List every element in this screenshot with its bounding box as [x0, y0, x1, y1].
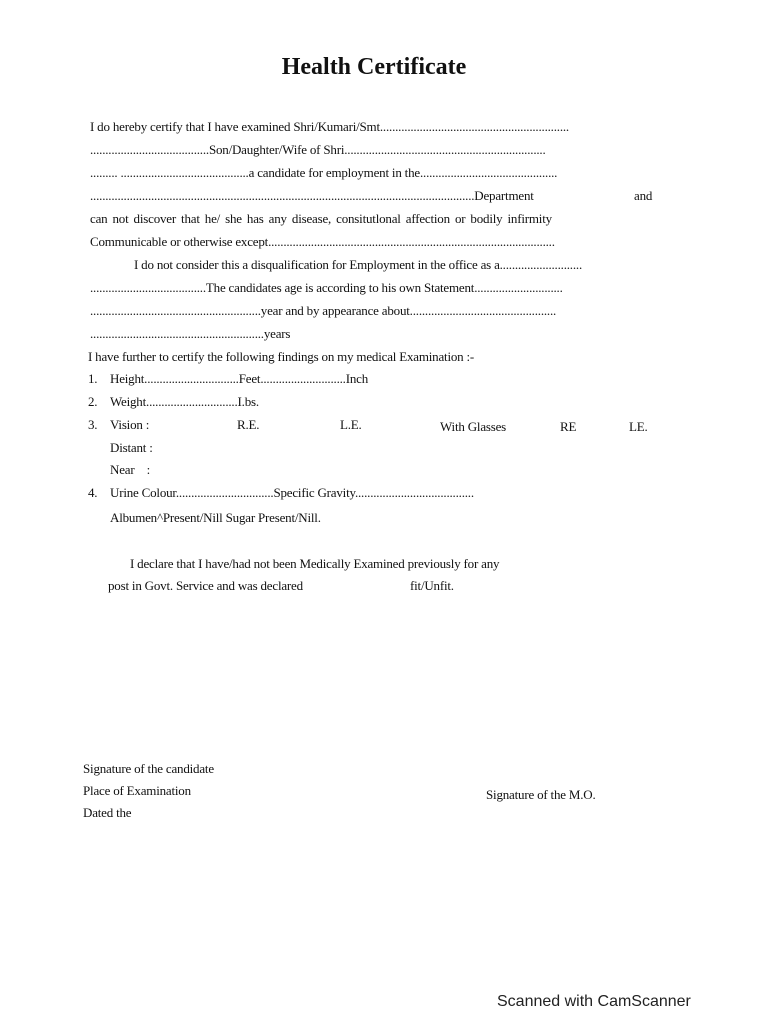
- finding-number-2: 2.: [88, 394, 98, 409]
- vision-label: Vision :: [110, 417, 150, 432]
- declaration-line-1: I declare that I have/had not been Medically Examined previously for any: [130, 556, 500, 571]
- declaration-fit-unfit: fit/Unfit.: [410, 578, 454, 593]
- finding-number-1: 1.: [88, 371, 98, 386]
- declaration-line-2: post in Govt. Service and was declared: [108, 578, 303, 593]
- certify-line-4-and: and: [634, 188, 653, 203]
- vision-re: R.E.: [237, 417, 260, 432]
- height-line: Height...............................Feet............................Inch: [110, 371, 369, 386]
- certify-line-6: Communicable or otherwise except..............................................................................................: [90, 234, 555, 249]
- vision-with-glasses: With Glasses: [440, 419, 507, 434]
- certify-line-11: I have further to certify the following findings on my medical Examination :-: [88, 349, 475, 364]
- vision-glasses-re: RE: [560, 419, 577, 434]
- certify-line-1: I do hereby certify that I have examined Shri/Kumari/Smt..............................................................: [90, 119, 569, 134]
- weight-line: Weight..............................I.bs.: [110, 394, 259, 409]
- finding-number-3: 3.: [88, 417, 98, 432]
- mo-signature-label: Signature of the M.O.: [486, 787, 596, 802]
- scanner-watermark: Scanned with CamScanner: [497, 993, 691, 1010]
- certify-line-2: .......................................Son/Daughter/Wife of Shri..................................................................: [90, 142, 546, 157]
- certify-line-4: ..............................................................................................................................Department: [90, 188, 534, 203]
- certify-line-5: can not discover that he/ she has any disease, consitutlonal affection or bodily infirmity: [90, 211, 552, 226]
- certify-line-9: ........................................................year and by appearance about................................................: [90, 303, 557, 318]
- dated-label: Dated the: [83, 805, 132, 820]
- vision-glasses-le: LE.: [629, 419, 648, 434]
- albumen-line: Albumen^Present/Nill Sugar Present/Nill.: [110, 510, 321, 525]
- certify-line-10: .........................................................years: [90, 326, 291, 341]
- candidate-signature-label: Signature of the candidate: [83, 761, 214, 776]
- certify-line-8: ......................................The candidates age is according to his own Statement.............................: [90, 280, 563, 295]
- urine-line: Urine Colour................................Specific Gravity.......................................: [110, 485, 474, 500]
- certify-line-3: ......... ..........................................a candidate for employment in the.............................................: [90, 165, 558, 180]
- vision-le: L.E.: [340, 417, 362, 432]
- place-of-examination-label: Place of Examination: [83, 783, 191, 798]
- vision-near: Near :: [110, 462, 151, 477]
- certify-line-7: I do not consider this a disqualification for Employment in the office as a...........................: [134, 257, 582, 272]
- page-title: Health Certificate: [281, 54, 467, 80]
- finding-number-4: 4.: [88, 485, 98, 500]
- vision-distant: Distant :: [110, 440, 153, 455]
